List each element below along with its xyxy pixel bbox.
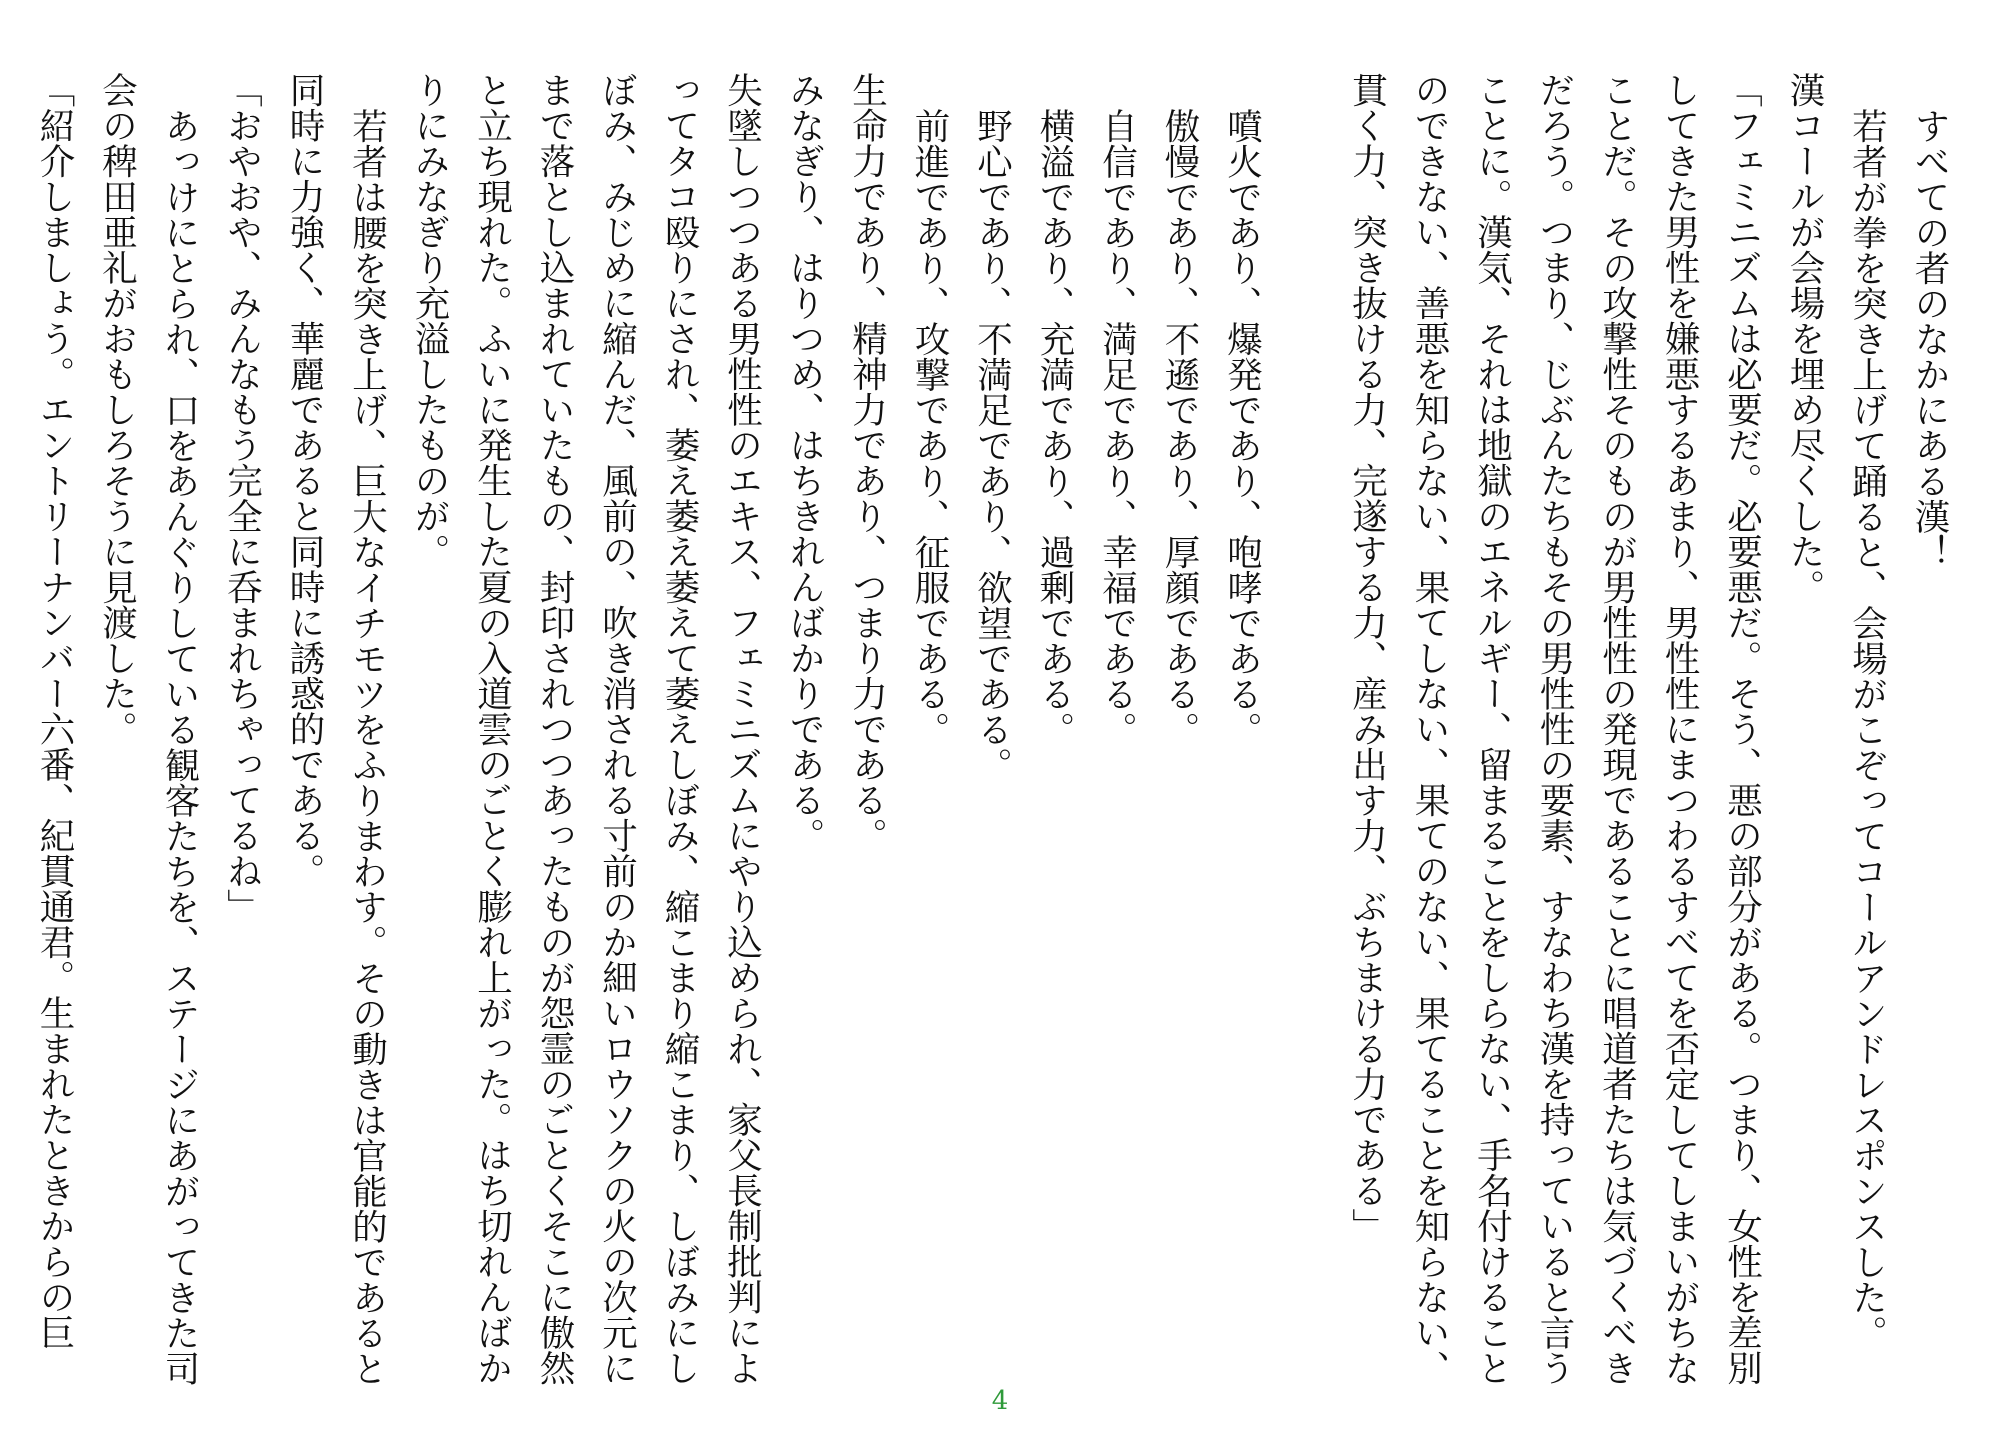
paragraph: 噴火であり、爆発であり、咆哮である。 <box>1221 107 1263 747</box>
paragraph: 漢コールが会場を埋め尽くした。 <box>1784 72 1825 605</box>
paragraph: 横溢であり、充満であり、過剰である。 <box>1034 107 1075 747</box>
page-number: 4 <box>991 1386 1009 1416</box>
paragraph: 前進であり、攻撃であり、征服である。 <box>909 107 950 747</box>
paragraph: 「フェミニズムは必要だ。必要悪だ。そう、悪の部分がある。つまり、女性を差別してきた男性を嫌悪するあまり、男性性にまつわるすべてを否定してしまいがちなことだ。その攻撃性そのものが男性性の発現であることに唱道者たちは気づくべきだろう。つまり、じぶんたちもその男性性の要素、すなわち漢を持っていると言うことに。漢気、それは地獄のエネルギー、留まることをしらない、手名付けることのできない、善悪を知らない、果てしない、果てのない、果てることを知らない、貫く力、突き抜ける力、完遂する力、産み出す力、ぶちまける力である」 <box>1346 72 1763 1386</box>
paragraph: 失墜しつつある男性性のエキス、フェミニズムにやり込められ、家父長制批判によってタコ殴りにされ、萎え萎え萎えて萎えしぼみ、縮こまり縮こまり、しぼみにしぼみ、みじめに縮んだ、風前の、吹き消される寸前のか細いロウソクの火の次元にまで落とし込まれていたもの、封印されつつあったものが怨霊のごとくそこに傲然と立ち現れた。ふいに発生した夏の入道雲のごとく膨れ上がった。はち切れんばかりにみなぎり充溢したものが。 <box>409 72 763 1386</box>
paragraph: 自信であり、満足であり、幸福である。 <box>1096 107 1138 747</box>
blank-line <box>1273 72 1336 1392</box>
paragraph: みなぎり、はりつめ、はちきれんばかりである。 <box>784 72 825 853</box>
paragraph: 生命力であり、精神力であり、つまり力である。 <box>846 72 888 853</box>
vertical-text-body <box>25 72 1960 1392</box>
paragraph: あっけにとられ、口をあんぐりしている観客たちを、ステージにあがってきた司会の稗田亜礼がおもしろそうに見渡した。 <box>96 72 200 1386</box>
paragraph: 「紹介しましょう。エントリーナンバー六番、紀貫通君。生まれたときからの巨 <box>34 72 75 1350</box>
paragraph: すべての者のなかにある漢！ <box>1909 107 1950 569</box>
paragraph: 若者は腰を突き上げ、巨大なイチモツをふりまわす。その動きは官能的であると同時に力強く、華麗であると同時に誘惑的である。 <box>284 72 388 1386</box>
paragraph: 野心であり、不満足であり、欲望である。 <box>971 107 1013 782</box>
paragraph: 若者が拳を突き上げて踊ると、会場がこぞってコールアンドレスポンスした。 <box>1846 107 1888 1350</box>
paragraph: 「おやおや、みんなもう完全に呑まれちゃってるね」 <box>221 72 263 924</box>
paragraph: 傲慢であり、不遜であり、厚顔である。 <box>1159 107 1200 747</box>
